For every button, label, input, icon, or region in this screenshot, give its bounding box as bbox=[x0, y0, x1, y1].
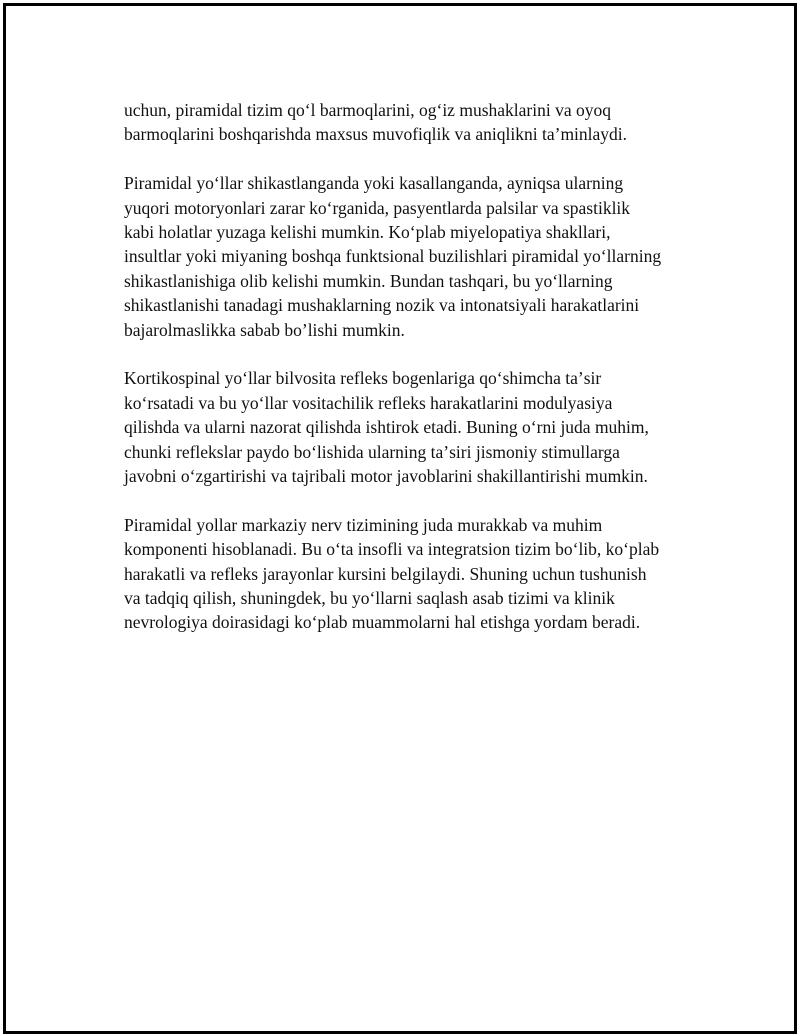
text-line: shikastlanishi tanadagi mushaklarning nozik va intonatsiyali harakatlarini bbox=[124, 295, 640, 316]
document-body bbox=[124, 98, 704, 659]
text-line: komponenti hisoblanadi. Bu oʻta insofli va integratsion tizim boʻlib, koʻplab bbox=[124, 539, 660, 560]
text-line: barmoqlarini boshqarishda maxsus muvofiqlik va aniqlikni taʼminlaydi. bbox=[124, 124, 628, 145]
text-line: chunki reflekslar paydo boʻlishida ularning taʼsiri jismoniy stimullarga bbox=[124, 441, 620, 462]
text-line: kabi holatlar yuzaga kelishi mumkin. Koʻplab miyelopatiya shakllari, bbox=[124, 222, 611, 243]
text-line: Piramidal yoʻllar shikastlanganda yoki kasallanganda, ayniqsa ularning bbox=[124, 173, 624, 194]
text-line: nevrologiya doirasidagi koʻplab muammolarni hal etishga yordam beradi. bbox=[124, 612, 641, 633]
text-line: Piramidal yollar markaziy nerv tizimining juda murakkab va muhim bbox=[124, 514, 603, 535]
text-line: koʻrsatadi va bu yoʻllar vositachilik refleks harakatlarini modulyasiya bbox=[124, 392, 613, 413]
text-line: harakatli va refleks jarayonlar kursini belgilaydi. Shuning uchun tushunish bbox=[124, 563, 647, 584]
text-line: Kortikospinal yoʻllar bilvosita refleks bogenlariga qoʻshimcha taʼsir bbox=[124, 368, 602, 389]
paragraph-2 bbox=[124, 171, 704, 342]
text-line: shikastlanishiga olib kelishi mumkin. Bundan tashqari, bu yoʻllarning bbox=[124, 270, 613, 291]
text-line: bajarolmaslikka sabab boʼlishi mumkin. bbox=[124, 319, 405, 340]
text-line: yuqori motoryonlari zarar koʻrganida, pasyentlarda palsilar va spastiklik bbox=[124, 197, 631, 218]
text-line: va tadqiq qilish, shuningdek, bu yoʻllarni saqlash asab tizimi va klinik bbox=[124, 588, 615, 609]
paragraph-3 bbox=[124, 366, 704, 488]
text-line: uchun, piramidal tizim qoʻl barmoqlarini, ogʻiz mushaklarini va oyoq bbox=[124, 100, 611, 120]
text-line: qilishda va ularni nazorat qilishda ishtirok etadi. Buning oʻrni juda muhim, bbox=[124, 417, 649, 438]
text-line: insultlar yoki miyaning boshqa funktsional buzilishlari piramidal yoʻllarning bbox=[124, 246, 662, 267]
page-frame bbox=[3, 3, 797, 1034]
paragraph-4 bbox=[124, 513, 704, 635]
text-line: javobni oʻzgartirishi va tajribali motor javoblarini shakillantirishi mumkin. bbox=[124, 466, 648, 487]
paragraph-1 bbox=[124, 98, 704, 147]
